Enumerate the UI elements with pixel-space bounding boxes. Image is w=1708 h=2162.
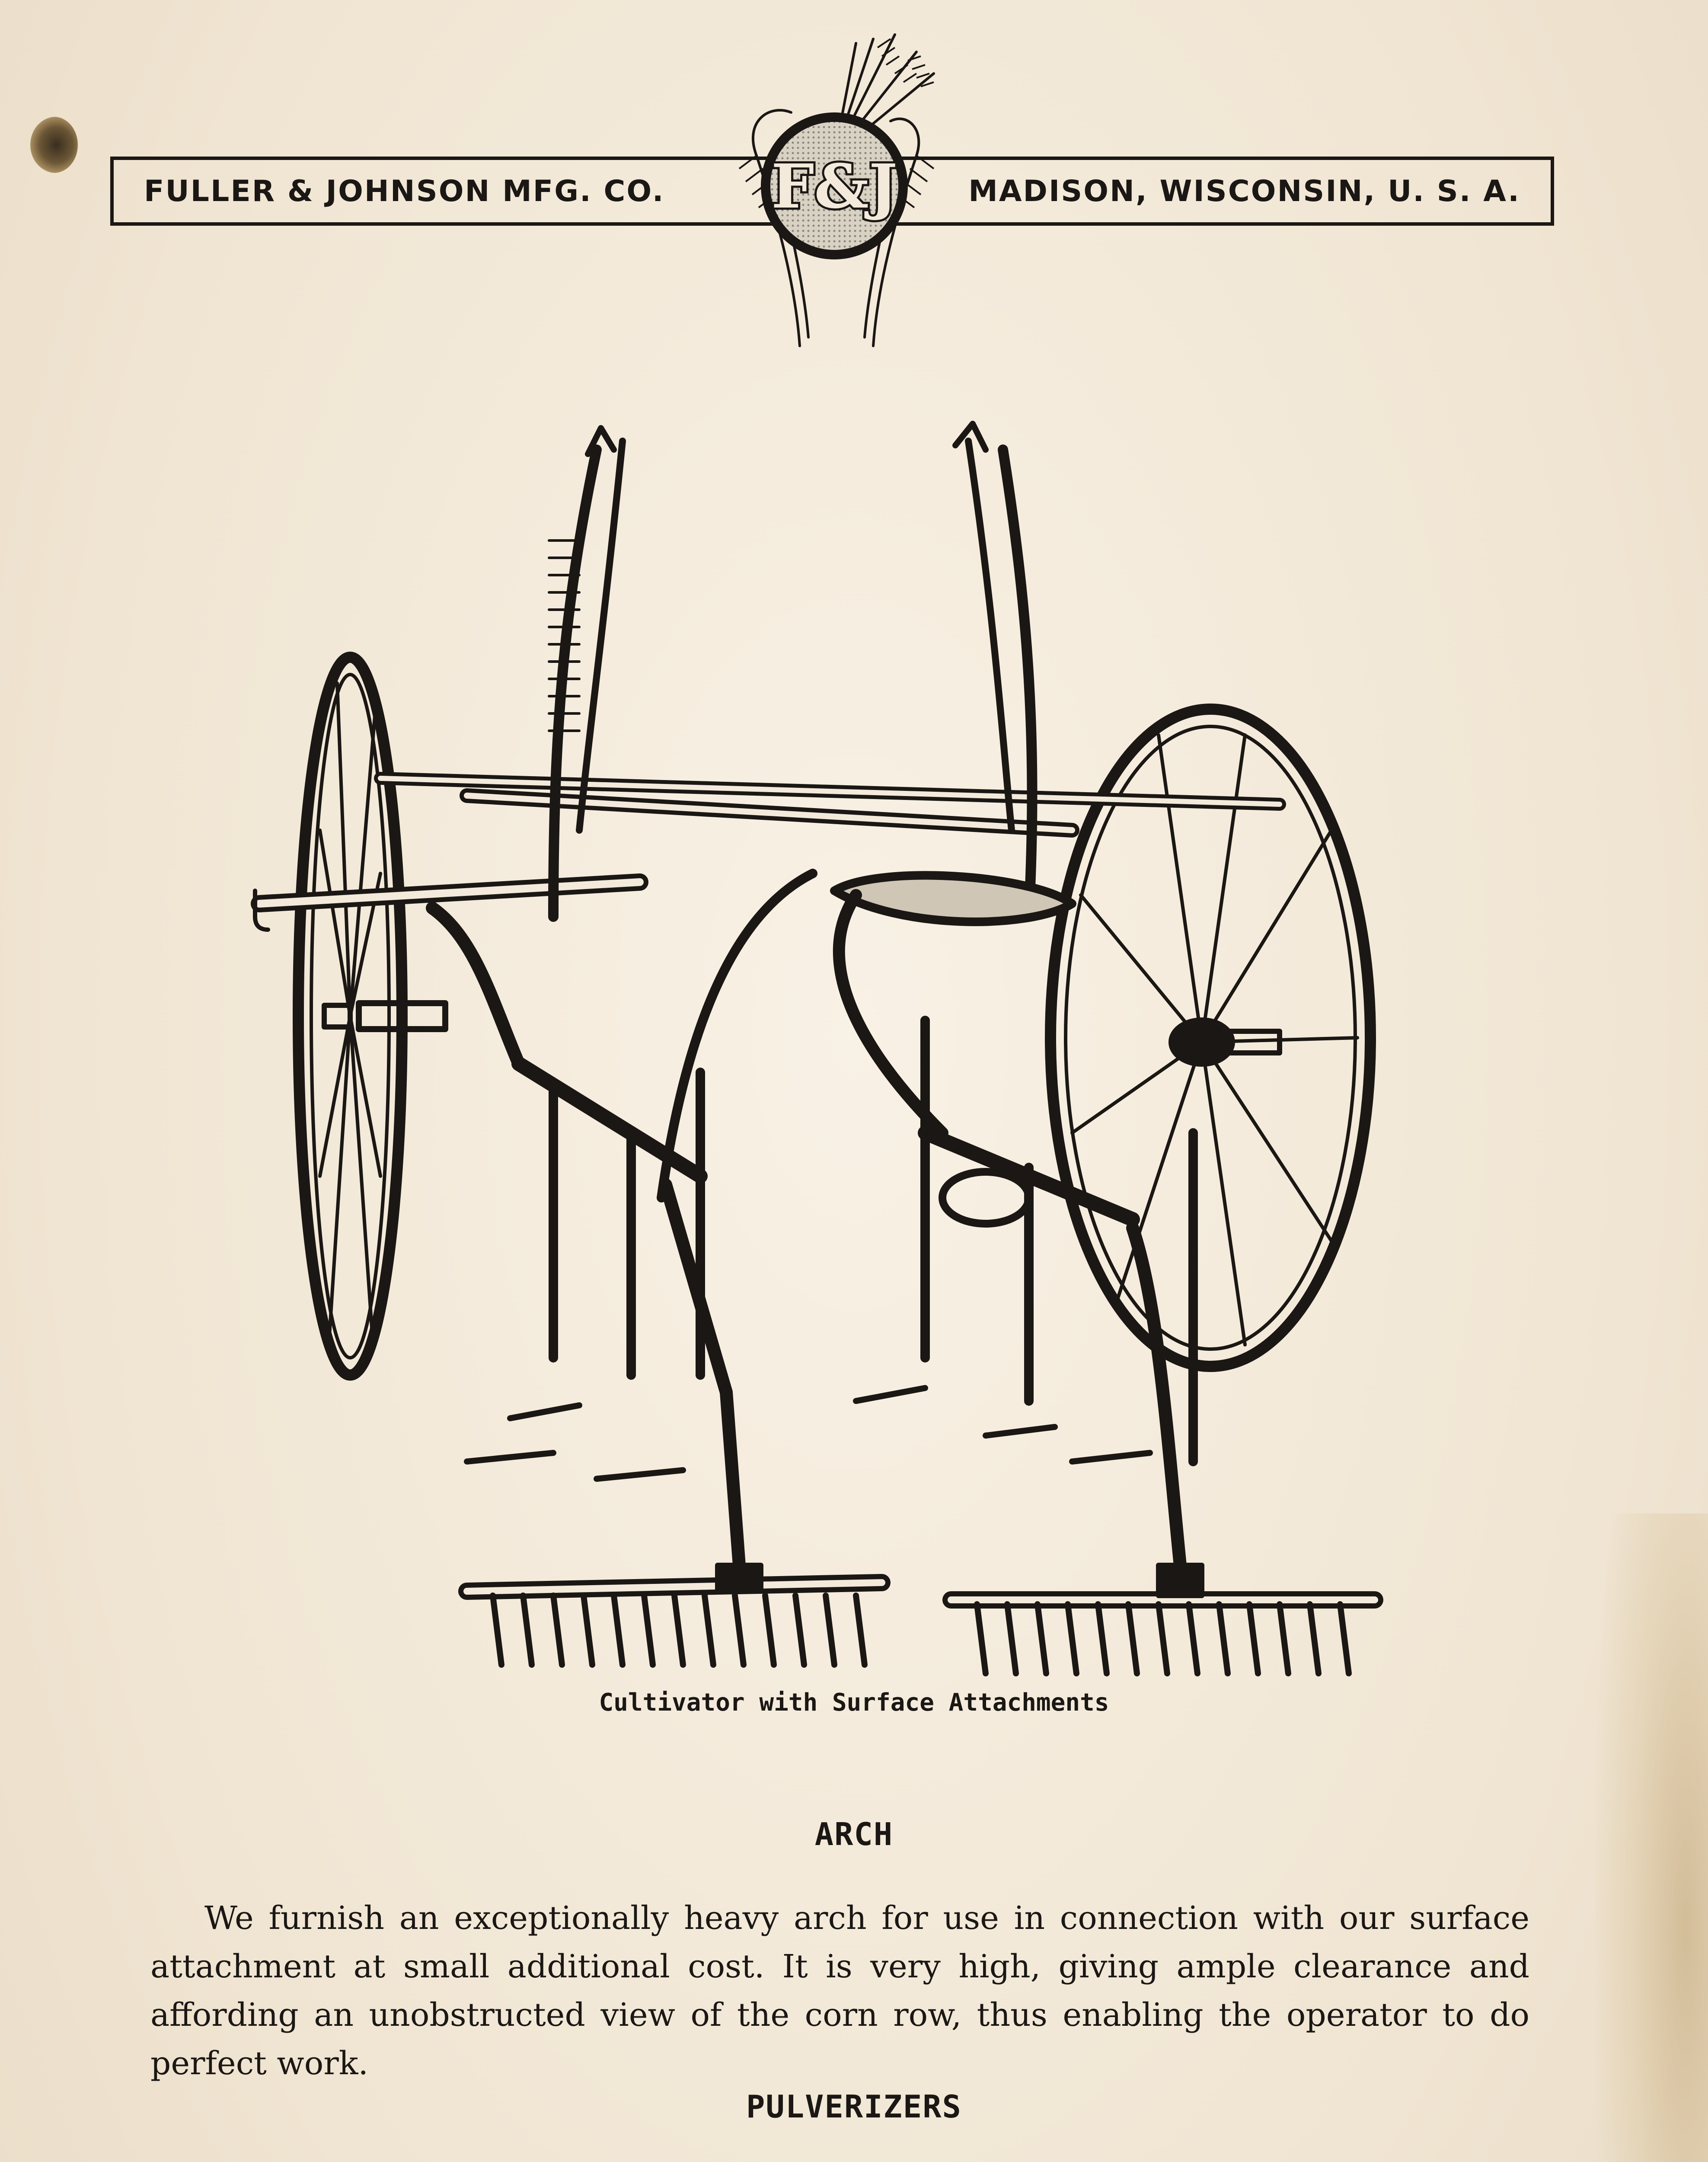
section-heading-arch: ARCH: [814, 1816, 894, 1852]
company-location: MADISON, WISCONSIN, U. S. A.: [968, 174, 1520, 208]
figure-caption: Cultivator with Surface Attachments: [599, 1689, 1109, 1717]
section-heading-pulverizers: PULVERIZERS: [746, 2088, 962, 2125]
logo-monogram: F&J: [771, 151, 898, 222]
punch-hole: [30, 117, 78, 173]
cultivator-illustration: [251, 398, 1418, 1678]
section-body-arch: We furnish an exceptionally heavy arch for use in connection with our surface attachment at small additional cost. It is very high, giving ample clearance and affording an unobstructed view of the corn row, thus enabling the operator to do perfect work.: [150, 1900, 1529, 2082]
wheat-sheaf-monogram-logo: [692, 26, 977, 355]
company-name: FULLER & JOHNSON MFG. CO.: [144, 174, 665, 208]
